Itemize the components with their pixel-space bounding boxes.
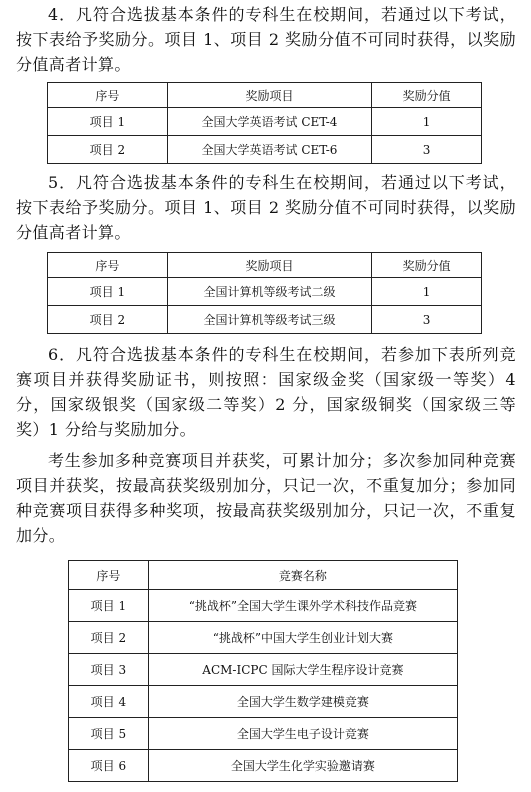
cet-reward-table <box>47 82 482 164</box>
cell-index: 项目 3 <box>69 654 149 686</box>
cell-index: 项目 1 <box>48 278 168 306</box>
cell-competition: 全国大学生电子设计竞赛 <box>148 718 457 750</box>
cell-competition: 全国大学生化学实验邀请赛 <box>148 750 457 782</box>
cell-item: 全国大学英语考试 CET-6 <box>167 136 372 164</box>
cell-index: 项目 4 <box>69 686 149 718</box>
cell-item: 全国计算机等级考试二级 <box>167 278 372 306</box>
cell-item: 全国大学英语考试 CET-4 <box>167 108 372 136</box>
paragraph-item-5: 5．凡符合选拔基本条件的专科生在校期间，若通过以下考试，按下表给予奖励分。项目 1、项目 2 奖励分值不可同时获得，以奖励分值高者计算。 <box>16 173 516 242</box>
header-score: 奖励分值 <box>372 253 482 278</box>
header-index: 序号 <box>69 561 149 590</box>
cell-competition: ACM-ICPC 国际大学生程序设计竞赛 <box>148 654 457 686</box>
computer-exam-reward-table <box>47 252 482 334</box>
header-competition: 竞赛名称 <box>148 561 457 590</box>
cell-competition: 全国大学生数学建模竞赛 <box>148 686 457 718</box>
cell-score: 1 <box>372 278 482 306</box>
cell-index: 项目 5 <box>69 718 149 750</box>
header-item: 奖励项目 <box>167 83 372 108</box>
cell-competition: “挑战杯”中国大学生创业计划大赛 <box>148 622 457 654</box>
table-row <box>48 108 482 136</box>
table-row <box>69 750 458 782</box>
cell-item: 全国计算机等级考试三级 <box>167 306 372 334</box>
cell-index: 项目 2 <box>48 306 168 334</box>
cell-score: 1 <box>372 108 482 136</box>
cell-index: 项目 1 <box>69 590 149 622</box>
table-header-row <box>48 253 482 278</box>
header-index: 序号 <box>48 253 168 278</box>
cell-index: 项目 2 <box>48 136 168 164</box>
cell-index: 项目 1 <box>48 108 168 136</box>
table-row <box>48 136 482 164</box>
table-row <box>69 654 458 686</box>
table-row <box>69 622 458 654</box>
table-row <box>48 306 482 334</box>
cell-index: 项目 2 <box>69 622 149 654</box>
table-header-row <box>48 83 482 108</box>
table-row <box>69 718 458 750</box>
header-item: 奖励项目 <box>167 253 372 278</box>
paragraph-item-6: 6．凡符合选拔基本条件的专科生在校期间，若参加下表所列竞赛项目并获得奖励证书，则按照：国家级金奖（国家级一等奖）4 分，国家级银奖（国家级二等奖）2 分，国家级铜奖（国家级三等奖）1 分给与奖励加分。 <box>16 345 516 439</box>
paragraph-item-4: 4．凡符合选拔基本条件的专科生在校期间，若通过以下考试，按下表给予奖励分。项目 1、项目 2 奖励分值不可同时获得，以奖励分值高者计算。 <box>16 5 516 74</box>
cell-competition: “挑战杯”全国大学生课外学术科技作品竞赛 <box>148 590 457 622</box>
table-row <box>69 686 458 718</box>
paragraph-cumulative-rule: 考生参加多种竞赛项目并获奖，可累计加分；多次参加同种竞赛项目并获奖，按最高获奖级别加分，只记一次，不重复加分；参加同种竞赛项目获得多种奖项，按最高获奖级别加分，只记一次，不重复加分。 <box>16 451 516 545</box>
cell-score: 3 <box>372 306 482 334</box>
table-header-row <box>69 561 458 590</box>
table-row <box>48 278 482 306</box>
header-index: 序号 <box>48 83 168 108</box>
header-score: 奖励分值 <box>372 83 482 108</box>
table-row <box>69 590 458 622</box>
competition-table <box>68 560 458 782</box>
cell-score: 3 <box>372 136 482 164</box>
cell-index: 项目 6 <box>69 750 149 782</box>
